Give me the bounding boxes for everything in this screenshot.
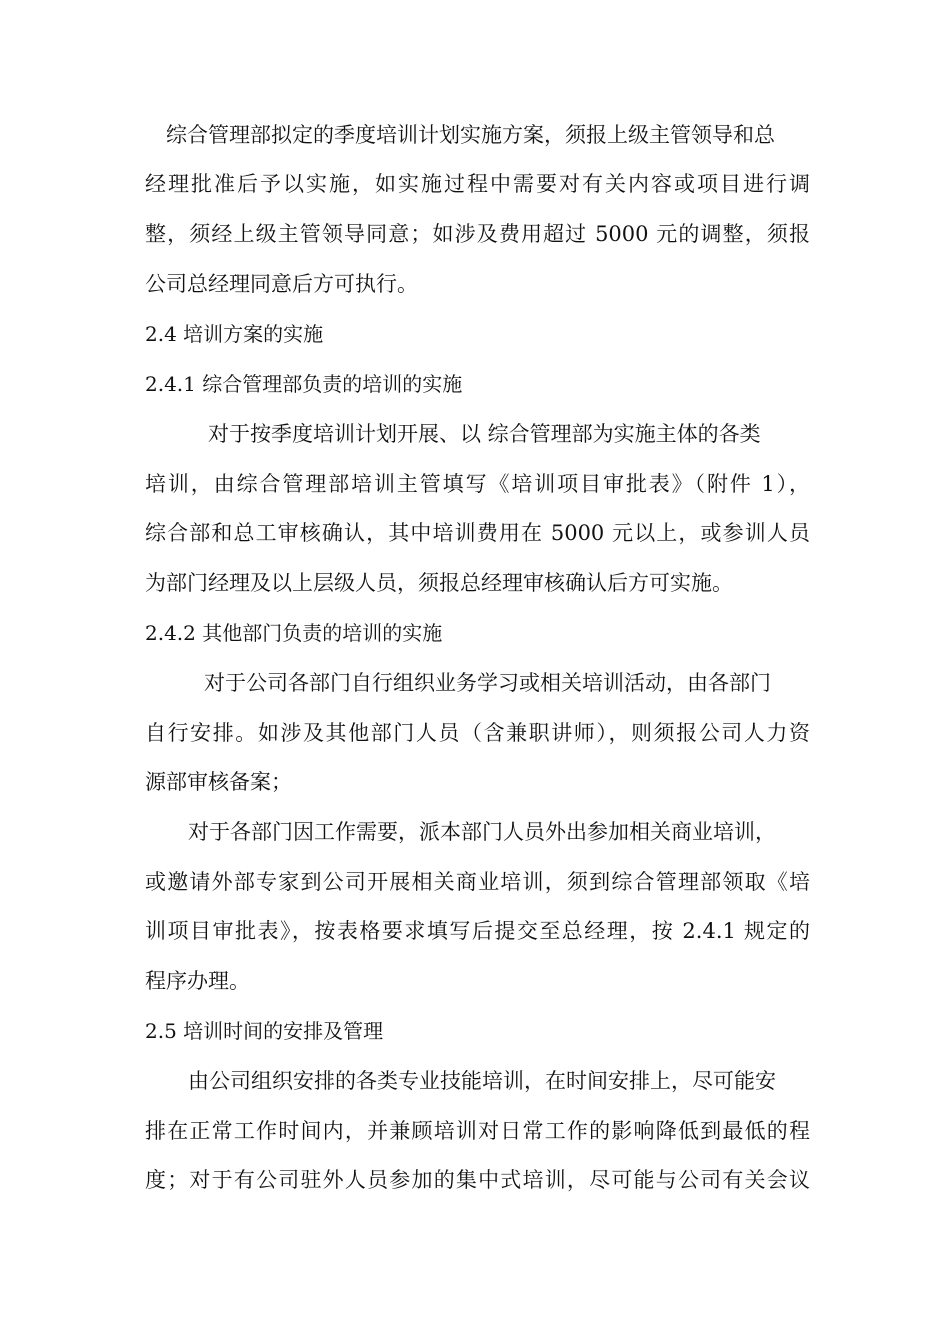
paragraph-line: 对于公司各部门自行组织业务学习或相关培训活动，由各部门 <box>204 671 771 695</box>
paragraph-line: 整，须经上级主管领导同意；如涉及费用超过 5000 元的调整，须报 <box>145 222 810 246</box>
subsection-heading: 2.4.1 综合管理部负责的培训的实施 <box>145 372 463 396</box>
paragraph-line: 程序办理。 <box>145 969 250 993</box>
paragraph-line: 综合管理部拟定的季度培训计划实施方案，须报上级主管领导和总 <box>166 123 775 147</box>
paragraph-line: 经理批准后予以实施，如实施过程中需要对有关内容或项目进行调 <box>145 172 810 196</box>
paragraph-line: 由公司组织安排的各类专业技能培训，在时间安排上，尽可能安 <box>188 1069 776 1093</box>
paragraph-line: 综合部和总工审核确认，其中培训费用在 5000 元以上，或参训人员 <box>145 521 810 545</box>
paragraph-line: 训项目审批表》，按表格要求填写后提交至总经理，按 2.4.1 规定的 <box>145 919 810 943</box>
paragraph-line: 或邀请外部专家到公司开展相关商业培训，须到综合管理部领取《培 <box>145 870 810 894</box>
paragraph-line: 培训，由综合管理部培训主管填写《培训项目审批表》（附件 1）， <box>145 472 810 496</box>
paragraph-line: 对于按季度培训计划开展、以 综合管理部为实施主体的各类 <box>208 422 761 446</box>
paragraph-line: 为部门经理及以上层级人员，须报总经理审核确认后方可实施。 <box>145 571 733 595</box>
paragraph-line: 自行安排。如涉及其他部门人员（含兼职讲师），则须报公司人力资 <box>145 721 810 745</box>
paragraph-line: 源部审核备案； <box>145 770 292 794</box>
section-heading: 2.4 培训方案的实施 <box>145 322 324 346</box>
subsection-heading: 2.4.2 其他部门负责的培训的实施 <box>145 621 443 645</box>
paragraph-line: 排在正常工作时间内，并兼顾培训对日常工作的影响降低到最低的程 <box>145 1119 810 1143</box>
paragraph-line: 对于各部门因工作需要，派本部门人员外出参加相关商业培训， <box>188 820 776 844</box>
section-heading: 2.5 培训时间的安排及管理 <box>145 1019 384 1043</box>
paragraph-line: 公司总经理同意后方可执行。 <box>145 272 418 296</box>
paragraph-line: 度；对于有公司驻外人员参加的集中式培训，尽可能与公司有关会议 <box>145 1168 810 1192</box>
